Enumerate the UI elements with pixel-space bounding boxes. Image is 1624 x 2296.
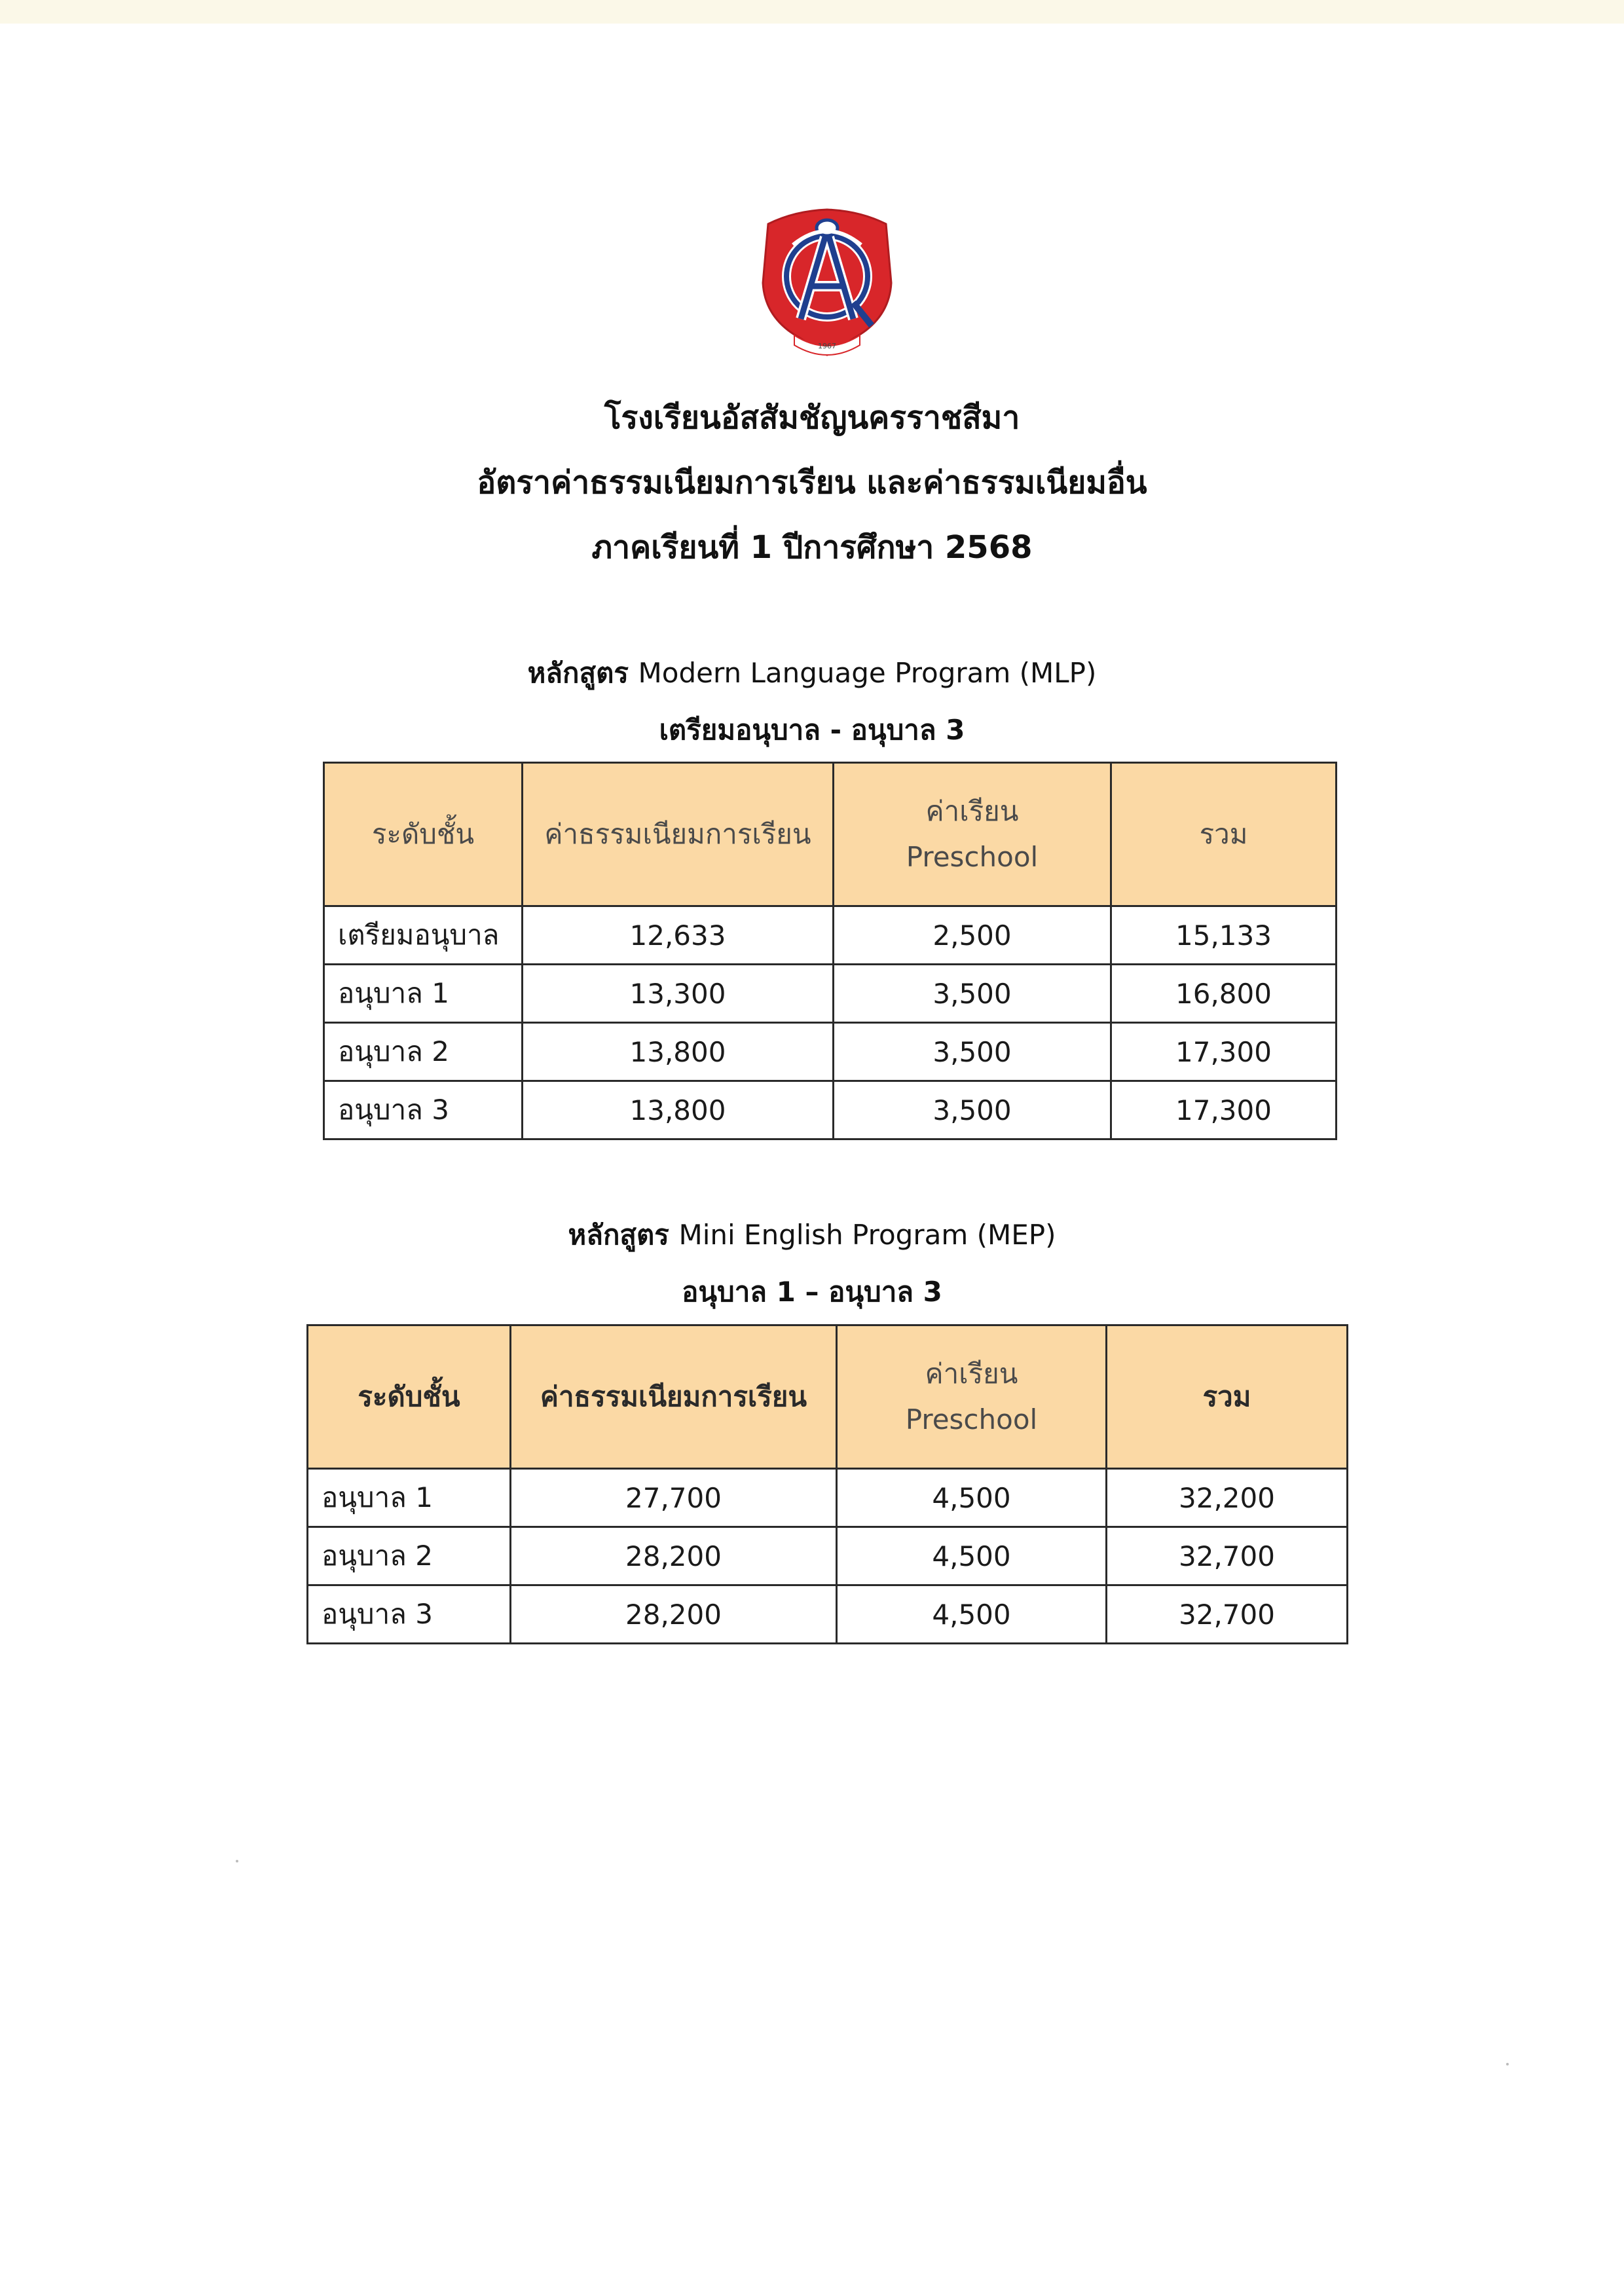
cell-level: อนุบาล 2 [324, 1023, 523, 1081]
cell-tuition: 13,800 [523, 1081, 834, 1139]
cell-tuition: 28,200 [511, 1527, 837, 1585]
cell-preschool: 3,500 [834, 1023, 1111, 1081]
cell-preschool: 2,500 [834, 906, 1111, 965]
cell-tuition: 27,700 [511, 1469, 837, 1527]
col-total-header: รวม [1107, 1325, 1348, 1469]
scan-speck [236, 1860, 238, 1862]
cell-level: อนุบาล 2 [308, 1527, 511, 1585]
cell-total: 17,300 [1111, 1023, 1337, 1081]
cell-level: เตรียมอนุบาล [324, 906, 523, 965]
col-preschool-header [834, 763, 1111, 906]
cell-level: อนุบาล 1 [324, 965, 523, 1023]
cell-level: อนุบาล 3 [308, 1585, 511, 1644]
mlp-fee-table [323, 762, 1337, 1140]
program-prefix: หลักสูตร [527, 657, 629, 689]
mlp-level-range: เตรียมอนุบาล - อนุบาล 3 [659, 714, 965, 746]
col-tuition-header: ค่าธรรมเนียมการเรียน [511, 1325, 837, 1469]
cell-tuition: 13,300 [523, 965, 834, 1023]
preschool-header-thai: ค่าเรียน [925, 795, 1019, 827]
cell-total: 16,800 [1111, 965, 1337, 1023]
cell-total: 15,133 [1111, 906, 1337, 965]
col-total-header: รวม [1111, 763, 1337, 906]
mep-level-range: อนุบาล 1 – อนุบาล 3 [682, 1276, 942, 1308]
col-tuition-header: ค่าธรรมเนียมการเรียน [523, 763, 834, 906]
cell-level: อนุบาล 3 [324, 1081, 523, 1139]
col-level-header: ระดับชั้น [308, 1325, 511, 1469]
table-row [308, 1527, 1348, 1585]
table-row [324, 965, 1337, 1023]
cell-total: 17,300 [1111, 1081, 1337, 1139]
mlp-program-title [0, 655, 1624, 692]
scan-edge [0, 0, 1624, 24]
col-level-header: ระดับชั้น [324, 763, 523, 906]
table-row [324, 1023, 1337, 1081]
col-preschool-header [837, 1325, 1107, 1469]
program-prefix: หลักสูตร [568, 1219, 669, 1251]
preschool-header-en: Preschool [906, 841, 1039, 873]
cell-preschool: 3,500 [834, 1081, 1111, 1139]
cell-total: 32,200 [1107, 1469, 1348, 1527]
cell-total: 32,700 [1107, 1585, 1348, 1644]
program-name: Mini English Program (MEP) [678, 1219, 1056, 1251]
cell-preschool: 3,500 [834, 965, 1111, 1023]
school-crest-logo [755, 204, 899, 361]
scan-speck [1506, 2063, 1509, 2065]
fee-title: อัตราค่าธรรมเนียมการเรียน และค่าธรรมเนียมอื่น [477, 464, 1147, 501]
cell-total: 32,700 [1107, 1527, 1348, 1585]
program-name: Modern Language Program (MLP) [638, 657, 1097, 689]
cell-preschool: 4,500 [837, 1585, 1107, 1644]
table-row [308, 1469, 1348, 1527]
table-row [308, 1585, 1348, 1644]
cell-tuition: 13,800 [523, 1023, 834, 1081]
table-header-row [324, 763, 1337, 906]
cell-level: อนุบาล 1 [308, 1469, 511, 1527]
preschool-header-en: Preschool [905, 1403, 1038, 1435]
mep-program-title [0, 1217, 1624, 1253]
preschool-header-thai: ค่าเรียน [925, 1358, 1018, 1390]
mep-fee-table [306, 1324, 1348, 1644]
cell-tuition: 12,633 [523, 906, 834, 965]
table-header-row [308, 1325, 1348, 1469]
cell-tuition: 28,200 [511, 1585, 837, 1644]
school-name: โรงเรียนอัสสัมชัญนครราชสีมา [604, 399, 1020, 436]
svg-text:1967: 1967 [818, 342, 836, 350]
cell-preschool: 4,500 [837, 1469, 1107, 1527]
term-year: ภาคเรียนที่ 1 ปีการศึกษา 2568 [591, 529, 1033, 566]
table-row [324, 906, 1337, 965]
table-row [324, 1081, 1337, 1139]
cell-preschool: 4,500 [837, 1527, 1107, 1585]
